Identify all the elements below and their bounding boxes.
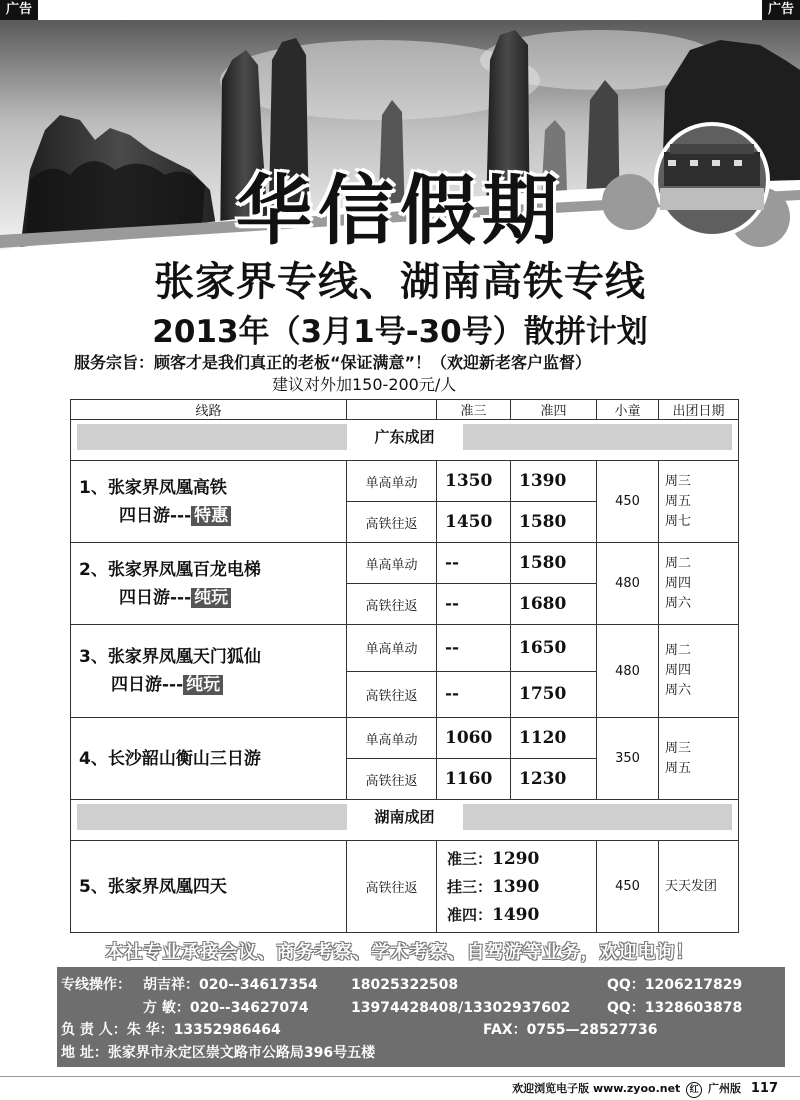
table-row [71,841,739,933]
service-motto: 服务宗旨：顾客才是我们真正的老板“保证满意”！（欢迎新老客户监督） [74,353,592,372]
ad-label-right: 广告 [762,0,800,20]
header-route: 线路 [71,400,347,420]
price-cell: 1680 [511,584,597,625]
price-cell: 1580 [511,543,597,584]
route-1-name: 1、张家界凤凰高铁 四日游--- 特惠 [71,461,347,543]
route-mode: 高铁往返 [347,502,437,543]
route-2-name: 2、张家界凤凰百龙电梯 四日游--- 纯玩 [71,543,347,625]
route-tag-badge: 纯玩 [183,675,223,695]
group-row-hunan [71,800,739,835]
tour-price-table [70,399,739,933]
route-4-name: 4、长沙韶山衡山三日游 [71,718,347,800]
header-mode [347,400,437,420]
table-row [71,543,739,584]
table-row [71,461,739,502]
child-price: 480 [597,625,659,718]
route-mode: 高铁往返 [347,841,437,933]
route-3-name: 3、张家界凤凰天门狐仙 四日游--- 纯玩 [71,625,347,718]
publisher-seal-icon: 红 [686,1082,702,1098]
price-cell: 1350 [437,461,511,502]
header-price3: 准三 [437,400,511,420]
header-dates: 出团日期 [659,400,739,420]
group-label-guangdong: 广东成团 [346,424,462,450]
route-tag-badge: 特惠 [191,506,231,526]
price-cell: -- [437,584,511,625]
price-cell: 1390 [511,461,597,502]
contact-qq-2: QQ：1328603878 [607,1000,743,1016]
child-price: 480 [597,543,659,625]
table-row [71,625,739,672]
departure-days: 天天发团 [659,841,739,933]
price-cell: 1230 [511,759,597,800]
ad-label-left: 广告 [0,0,38,20]
brand-title: 华信假期 [236,166,564,255]
page-number: 117 [750,1081,778,1096]
child-price: 450 [597,461,659,543]
footer-edition: 广州版 [708,1082,742,1095]
table-row [71,718,739,759]
route-mode: 高铁往返 [347,671,437,718]
child-price: 450 [597,841,659,933]
price-cell: 1160 [437,759,511,800]
price-cell: 1750 [511,671,597,718]
contact-qq-1: QQ：1206217829 [607,977,743,993]
departure-days: 周二 周四 周六 [659,543,739,625]
header-price4: 准四 [511,400,597,420]
group-label-hunan: 湖南成团 [346,804,462,830]
route-5-prices: 准三：1290 挂三：1390 准四：1490 [437,841,597,933]
ops-label: 专线操作： [61,977,131,993]
price-cell: 1450 [437,502,511,543]
group-row-guangdong [71,420,739,455]
price-suggestion: 建议对外加150-200元/人 [272,375,457,394]
contact-mobile-1: 18025322508 [351,977,459,993]
child-price: 350 [597,718,659,800]
departure-days: 周二 周四 周六 [659,625,739,718]
price-cell: 1650 [511,625,597,672]
footer-divider [0,1076,800,1077]
contact-panel [57,967,785,1067]
departure-days: 周三 周五 [659,718,739,800]
route-mode: 单高单动 [347,718,437,759]
route-tag-badge: 纯玩 [191,588,231,608]
price-cell: 1580 [511,502,597,543]
table-header-row [71,400,739,420]
contact-fax: FAX：0755—28527736 [483,1022,658,1038]
route-5-name: 5、张家界凤凰四天 [71,841,347,933]
contact-address: 地 址：张家界市永定区崇文路市公路局396号五楼 [61,1045,376,1061]
business-slogan: 本社专业承接会议、商务考察、学术考察、自驾游等业务，欢迎电询！ [105,942,695,963]
page-footer [512,1080,778,1098]
route-mode: 单高单动 [347,543,437,584]
route-mode: 高铁往返 [347,584,437,625]
price-cell: -- [437,543,511,584]
route-mode: 单高单动 [347,461,437,502]
price-cell: -- [437,671,511,718]
contact-mobile-2: 13974428408/13302937602 [351,1000,571,1016]
price-cell: -- [437,625,511,672]
contact-person-1: 胡吉祥：020--34617354 [143,977,318,993]
headline-routes: 张家界专线、湖南高铁专线 [154,259,646,305]
footer-site-text: 欢迎浏览电子版 www.zyoo.net [512,1082,681,1095]
price-cell: 1060 [437,718,511,759]
header-child: 小童 [597,400,659,420]
price-cell: 1120 [511,718,597,759]
departure-days: 周三 周五 周七 [659,461,739,543]
route-mode: 单高单动 [347,625,437,672]
contact-manager: 负 责 人：朱 华：13352986464 [61,1022,281,1038]
route-mode: 高铁往返 [347,759,437,800]
contact-person-2: 方 敏：020--34627074 [143,1000,309,1016]
headline-schedule: 2013年（3月1号-30号）散拼计划 [152,314,648,350]
